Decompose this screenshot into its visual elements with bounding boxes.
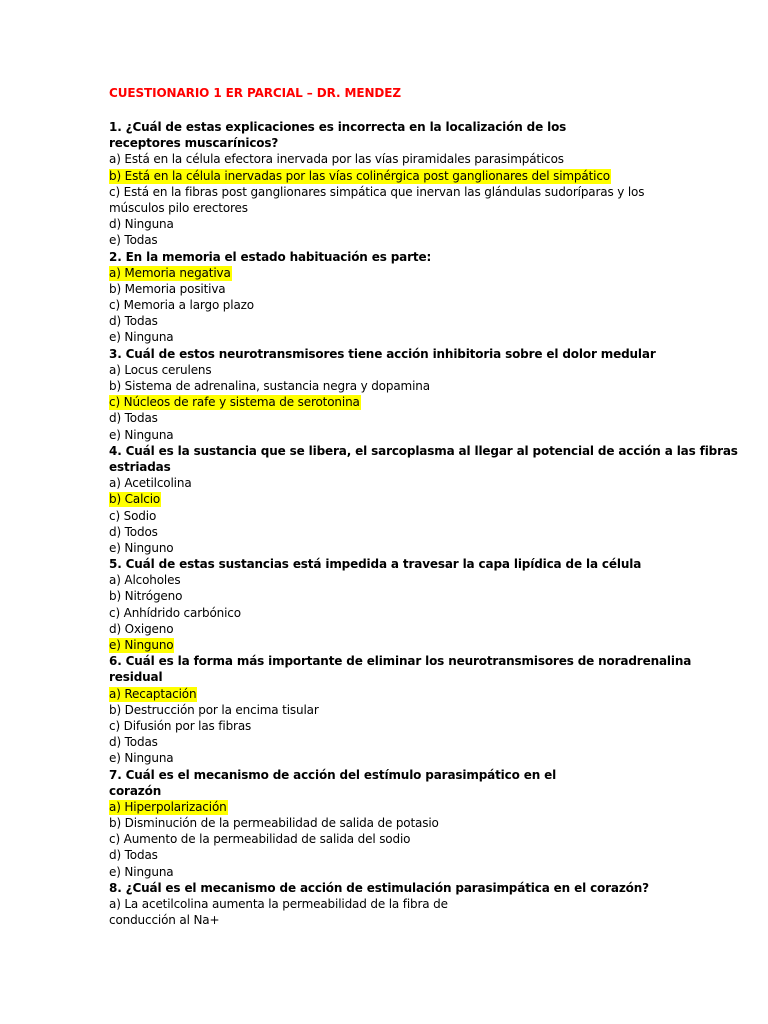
option-line (109, 524, 669, 540)
answer-text: b) Calcio (109, 492, 161, 507)
option-line (109, 313, 669, 329)
question-line (109, 783, 669, 799)
option-line (109, 362, 669, 378)
answer-text: a) Memoria negativa (109, 265, 231, 280)
option-line (109, 588, 669, 604)
line-text: 7. Cuál es el mecanismo de acción del estímulo parasimpático en el (109, 767, 557, 782)
line-text: b) Destrucción por la encima tisular (109, 702, 319, 717)
option-line (109, 718, 669, 734)
line-text: c) Difusión por las fibras (109, 718, 252, 733)
line-text: d) Todas (109, 735, 158, 750)
option-line (109, 864, 669, 880)
line-text: a) Locus cerulens (109, 362, 212, 377)
line-text: 4. Cuál es la sustancia que se libera, el sarcoplasma al llegar al potencial de acción a las fibras (109, 443, 738, 458)
question-line (109, 459, 669, 475)
option-line (109, 216, 669, 232)
option-line (109, 540, 669, 556)
highlighted-answer-line (109, 168, 669, 184)
answer-text: a) Recaptación (109, 686, 197, 701)
option-line (109, 297, 669, 313)
line-text: a) La acetilcolina aumenta la permeabilidad de la fibra de (109, 897, 448, 911)
document-title: CUESTIONARIO 1 ER PARCIAL – DR. MENDEZ (109, 86, 401, 100)
line-text: d) Todas (109, 411, 158, 426)
question-line (109, 249, 669, 265)
line-text: 8. ¿Cuál es el mecanismo de acción de estimulación parasimpática en el corazón? (109, 880, 649, 895)
line-text: músculos pilo erectores (109, 200, 248, 215)
line-text: e) Ninguna (109, 330, 174, 345)
line-text: 3. Cuál de estos neurotransmisores tiene acción inhibitoria sobre el dolor medular (109, 346, 656, 361)
line-text: b) Sistema de adrenalina, sustancia negra y dopamina (109, 379, 430, 393)
highlighted-answer-line (109, 265, 669, 281)
option-line (109, 151, 669, 167)
line-text: corazón (109, 783, 162, 798)
option-line (109, 912, 669, 928)
line-text: c) Está en la fibras post ganglionares simpática que inervan las glándulas sudoríparas y los (109, 184, 645, 199)
line-text: 6. Cuál es la forma más importante de eliminar los neurotransmisores de noradrenalina (109, 654, 692, 669)
option-line (109, 508, 669, 524)
option-line (109, 621, 669, 637)
option-line (109, 427, 669, 443)
line-text: b) Disminución de la permeabilidad de salida de potasio (109, 816, 439, 831)
line-text: d) Todas (109, 314, 158, 329)
line-text: 5. Cuál de estas sustancias está impedida a travesar la capa lipídica de la célula (109, 557, 642, 572)
option-line (109, 734, 669, 750)
line-text: d) Ninguna (109, 217, 174, 232)
question-line (109, 346, 669, 362)
line-text: a) Acetilcolina (109, 476, 192, 491)
question-line (109, 135, 669, 151)
question-line (109, 767, 669, 783)
option-line (109, 702, 669, 718)
highlighted-answer-line (109, 491, 669, 507)
line-text: 2. En la memoria el estado habituación es parte: (109, 249, 432, 264)
line-text: e) Ninguna (109, 751, 174, 766)
question-line (109, 443, 738, 459)
answer-text: b) Está en la célula inervadas por las vías colinérgica post ganglionares del simpático (109, 168, 610, 183)
option-line (109, 329, 669, 345)
answer-text: e) Ninguno (109, 638, 174, 652)
option-line (109, 815, 669, 831)
line-text: d) Todas (109, 848, 158, 863)
question-line (109, 669, 669, 685)
option-line (109, 847, 669, 863)
option-line (109, 605, 669, 621)
line-text: b) Nitrógeno (109, 589, 183, 604)
line-text: c) Aumento de la permeabilidad de salida del sodio (109, 832, 411, 847)
option-line (109, 281, 669, 297)
line-text: b) Memoria positiva (109, 281, 226, 296)
line-text: e) Ninguna (109, 427, 174, 442)
line-text: e) Ninguno (109, 540, 174, 555)
answer-text: a) Hiperpolarización (109, 799, 227, 814)
questionnaire-body (109, 119, 738, 928)
line-text: d) Todos (109, 524, 158, 539)
line-text: d) Oxigeno (109, 621, 174, 636)
option-line (109, 475, 669, 491)
option-line (109, 831, 669, 847)
option-line (109, 378, 669, 394)
answer-text: c) Núcleos de rafe y sistema de serotonina (109, 395, 360, 410)
highlighted-answer-line (109, 799, 669, 815)
line-text: e) Todas (109, 233, 158, 248)
option-line (109, 184, 669, 200)
line-text: estriadas (109, 459, 171, 474)
line-text: conducción al Na+ (109, 913, 220, 928)
option-line (109, 896, 669, 912)
line-text: residual (109, 670, 163, 685)
question-line (109, 556, 669, 572)
line-text: a) Está en la célula efectora inervada por las vías piramidales parasimpáticos (109, 152, 564, 167)
option-line (109, 232, 669, 248)
line-text: c) Sodio (109, 508, 157, 523)
highlighted-answer-line (109, 394, 669, 410)
highlighted-answer-line (109, 686, 669, 702)
question-line (109, 119, 669, 135)
option-line (109, 200, 669, 216)
line-text: a) Alcoholes (109, 573, 181, 588)
question-line (109, 880, 669, 896)
option-line (109, 750, 669, 766)
option-line (109, 572, 669, 588)
line-text: c) Memoria a largo plazo (109, 298, 254, 313)
line-text: c) Anhídrido carbónico (109, 605, 241, 620)
question-line (109, 653, 692, 669)
highlighted-answer-line (109, 637, 669, 653)
line-text: e) Ninguna (109, 864, 174, 879)
line-text: 1. ¿Cuál de estas explicaciones es incorrecta en la localización de los (109, 120, 567, 134)
option-line (109, 410, 669, 426)
line-text: receptores muscarínicos? (109, 136, 279, 151)
